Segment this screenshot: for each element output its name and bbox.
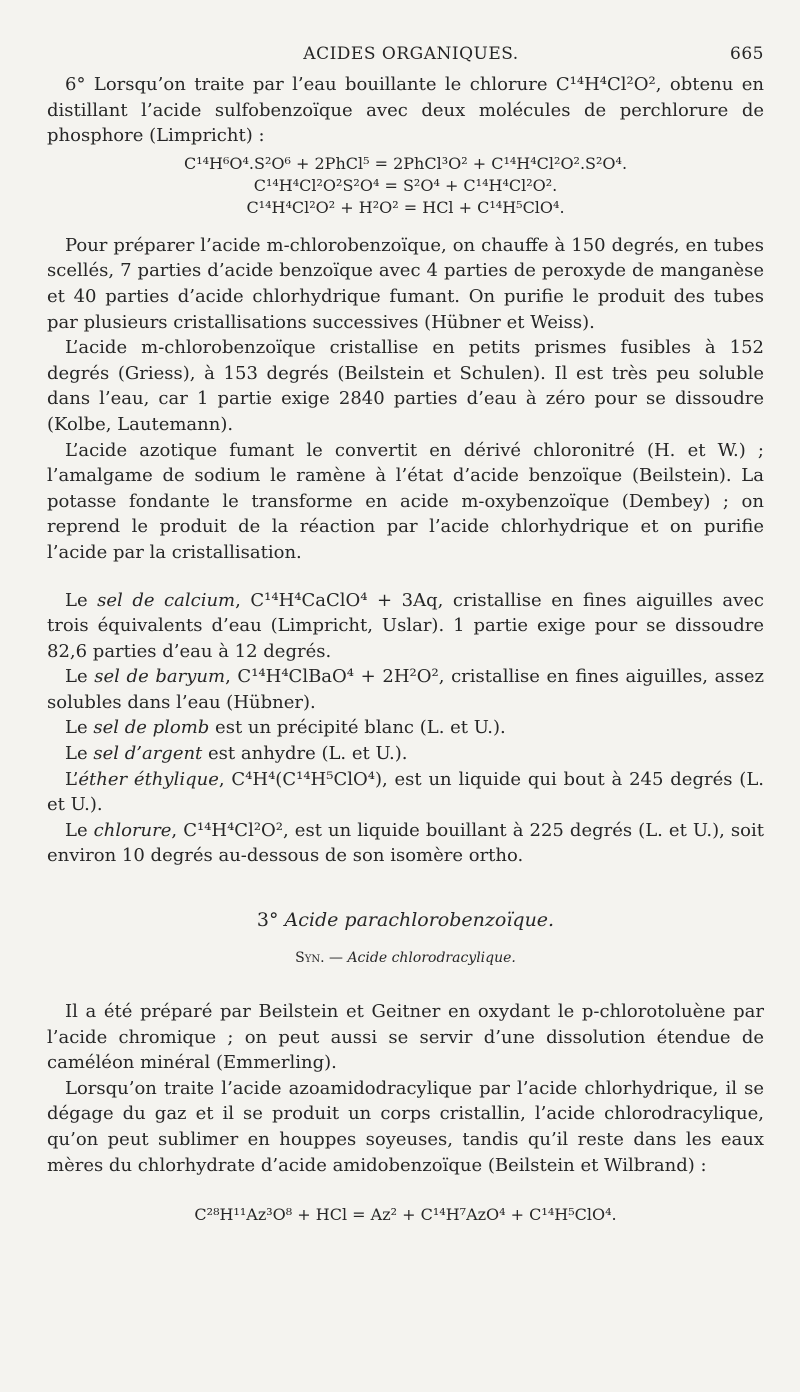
section-title: Acide parachlorobenzoïque. (284, 909, 555, 932)
paragraph-salt-baryum (47, 664, 764, 715)
salt-intro: Le (65, 666, 88, 688)
equation-final: C²⁸H¹¹Az³O⁸ + HCl = Az² + C¹⁴H⁷AzO⁴ + C¹⁴H⁵ClO⁴. (194, 1205, 617, 1225)
paragraph-chlorure (47, 818, 764, 869)
salt-name: sel de calcium (97, 589, 236, 611)
paragraph-preparation: Pour préparer l’acide m-chlorobenzoïque, on chauffe à 150 degrés, en tubes scellés, 7 parties d’acide benzoïque avec 4 parties de peroxyde de manganèse et 40 parties d’acide chlorhydrique fumant. On purifie le produit des tubes par plusieurs cristallisations successives (Hübner et Weiss). (47, 234, 764, 333)
salt-text: , C⁴H⁴(C¹⁴H⁵ClO⁴), est un liquide qui bout à 245 degrés (L. et U.). (47, 768, 764, 816)
salt-intro: Le (65, 819, 88, 841)
running-header (58, 44, 764, 70)
salt-intro: Le (65, 589, 88, 611)
equation-block (47, 153, 764, 219)
salt-text: , C¹⁴H⁴ClBaO⁴ + 2H²O², cristallise en fines aiguilles, assez solubles dans l’eau (Hübner). (47, 666, 764, 713)
paragraph-chlorure-intro: 6° Lorsqu’on traite par l’eau bouillante le chlorure C¹⁴H⁴Cl²O², obtenu en distillant l’acide sulfobenzoïque avec deux molécules de perchlorure de phosphore (Limpricht) : (47, 74, 764, 147)
equation-line: C¹⁴H⁴Cl²O² + H²O² = HCl + C¹⁴H⁵ClO⁴. (246, 197, 565, 217)
paragraph-salt-argent (47, 741, 764, 767)
salt-intro: Le (65, 743, 88, 765)
salt-intro: Le (65, 717, 88, 739)
salt-name: chlorure (93, 819, 172, 841)
paragraph-properties: L’acide m-chlorobenzoïque cristallise en petits prismes fusibles à 152 degrés (Griess), à 153 degrés (Beilstein et Schulen). Il est très peu soluble dans l’eau, car 1 partie exige 2840 parties d’eau à zéro pour se dissoudre (Kolbe, Lautemann). (47, 337, 764, 435)
equation-line: C¹⁴H⁴Cl²O²S²O⁴ = S²O⁴ + C¹⁴H⁴Cl²O². (253, 175, 558, 195)
synonym-value: Acide chlorodracylique. (347, 950, 516, 967)
salt-text: , C¹⁴H⁴CaClO⁴ + 3Aq, cristallise en fines aiguilles avec trois équivalents d’eau (Limpricht, Uslar). 1 partie exige pour se dissoudre 82,6 parties d’eau à 12 degrés. (47, 589, 764, 662)
running-title: ACIDES ORGANIQUES. (303, 44, 519, 64)
section-heading (47, 907, 764, 933)
synonym-label: Syn. (295, 950, 325, 967)
salt-name: éther éthylique (78, 768, 219, 790)
synonym-dash: — (328, 950, 343, 967)
salt-name: sel de baryum (94, 666, 226, 688)
paragraph-salt-plomb (47, 715, 764, 741)
section-number: 3° (256, 909, 279, 932)
salt-text: est anhydre (L. et U.). (202, 743, 408, 765)
paragraph-ether (47, 767, 764, 818)
salt-name: sel de plomb (93, 717, 210, 739)
page-number: 665 (730, 44, 764, 64)
synonym-line (47, 947, 764, 969)
paragraph-reactions: L’acide azotique fumant le convertit en dérivé chloronitré (H. et W.) ; l’amalgame de sodium le ramène à l’état d’acide benzoïque (Beilstein). La potasse fondante le transforme en acide m-oxybenzoïque (Dembey) ; on reprend le produit de la réaction par l’acide chlorhydrique et on purifie l’acide par la cristallisation. (47, 439, 764, 563)
salt-text: est un précipité blanc (L. et U.). (209, 717, 506, 739)
salt-intro: L’ (65, 768, 79, 790)
salt-text: , C¹⁴H⁴Cl²O², est un liquide bouillant à 225 degrés (L. et U.), soit environ 10 degrés au-dessous de son isomère ortho. (47, 819, 764, 867)
paragraph-preparation-para: Il a été préparé par Beilstein et Geitner en oxydant le p-chlorotoluène par l’acide chromique ; on peut aussi se servir d’une dissolution étendue de caméléon minéral (Emmerling). (47, 1001, 764, 1074)
salt-name: sel d’argent (93, 743, 203, 765)
paragraph-azoamido: Lorsqu’on traite l’acide azoamidodracylique par l’acide chlorhydrique, il se dégage du gaz et il se produit un corps cristallin, l’acide chlorodracylique, qu’on peut sublimer en houppes soyeuses, tandis qu’il reste dans les eaux mères du chlorhydrate d’acide amidobenzoïque (Beilstein et Wilbrand) : (47, 1077, 764, 1176)
equation-line: C¹⁴H⁶O⁴.S²O⁶ + 2PhCl⁵ = 2PhCl³O² + C¹⁴H⁴Cl²O².S²O⁴. (183, 153, 628, 173)
page-body (47, 72, 764, 1226)
paragraph-salt-calcium (47, 588, 764, 665)
